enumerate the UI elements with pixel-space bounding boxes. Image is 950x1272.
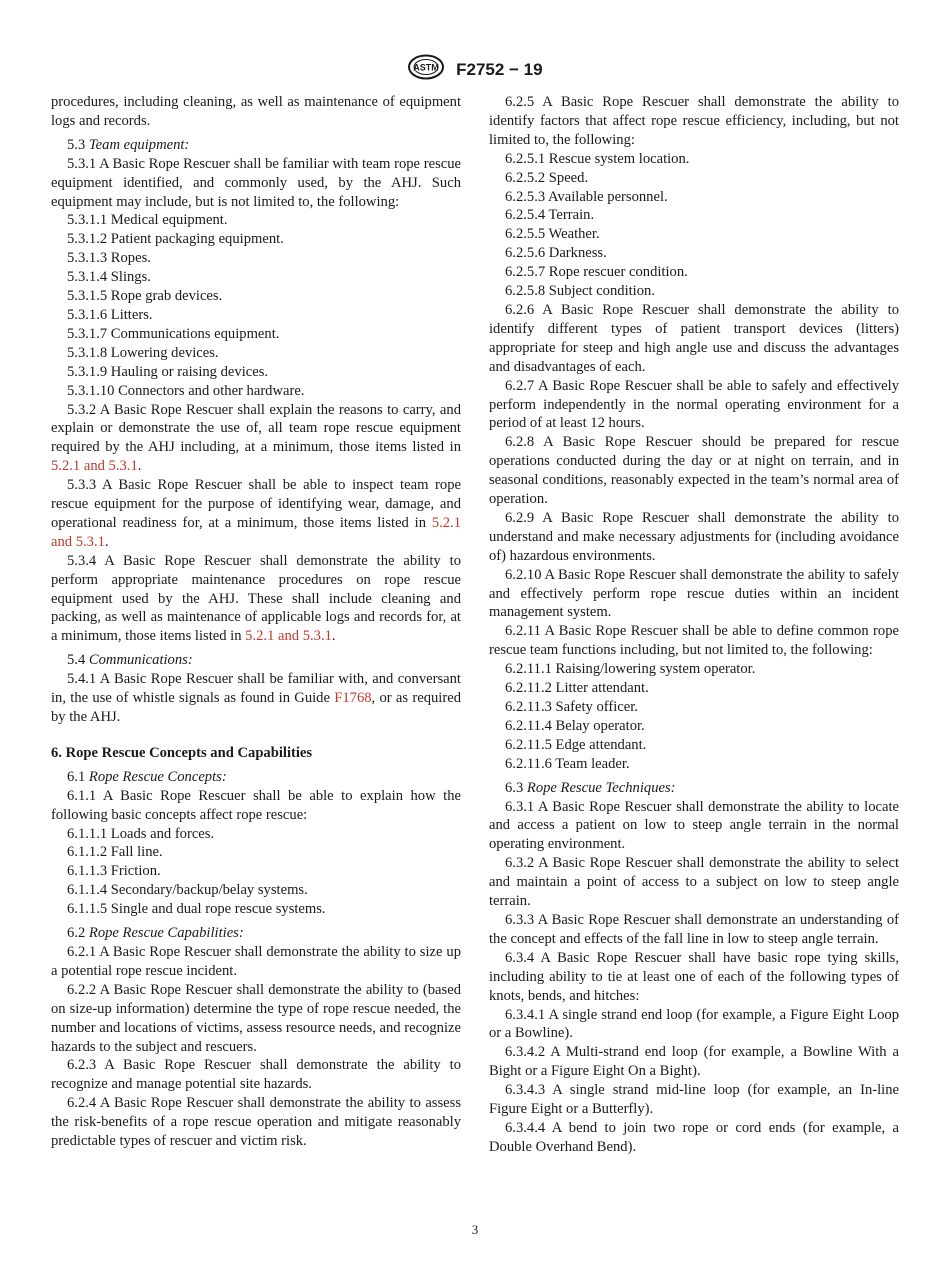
list-item: 6.2.5.6 Darkness.	[505, 245, 607, 262]
list-item: 6.2.5.5 Weather.	[505, 226, 600, 243]
paragraph: 6.3.4.2 A Multi-strand end loop (for example, a Bowline With a Bight or a Figure Eight On a Bight).	[489, 1044, 899, 1080]
reference-link[interactable]: 5.2.1 and 5.3.1	[245, 628, 332, 645]
list-item: 6.2.11.4 Belay operator.	[505, 717, 645, 734]
paragraph: procedures, including cleaning, as well as maintenance of equipment logs and records.	[51, 94, 461, 129]
list-item: 6.2.11.3 Safety officer.	[505, 699, 638, 715]
document-code: F2752 − 19	[456, 59, 543, 79]
paragraph: 6.1.1 A Basic Rope Rescuer shall be able to explain how the following basic concepts affect rope rescue:	[51, 787, 461, 823]
paragraph: 6.3.4.4 A bend to join two rope or cord ends (for example, a Double Overhand Bend).	[489, 1119, 899, 1155]
paragraph: 6.3.4 A Basic Rope Rescuer shall have basic rope tying skills, including ability to tie at least one of each of the following types of knots, bends, and hitches:	[489, 949, 899, 1004]
paragraph: 6.3.2 A Basic Rope Rescuer shall demonstrate the ability to select and maintain a point of access to a subject on low to steep angle terrain.	[489, 855, 899, 910]
list-item: 5.3.1.6 Litters.	[67, 306, 153, 323]
list-item: 6.2.11.6 Team leader.	[505, 755, 630, 772]
list-item: 6.1.1.4 Secondary/backup/belay systems.	[67, 882, 308, 899]
section-heading-6: 6. Rope Rescue Concepts and Capabilities	[51, 744, 313, 761]
section-heading-6-1: 6.1 Rope Rescue Concepts:	[67, 768, 227, 785]
paragraph: 6.2.6 A Basic Rope Rescuer shall demonstrate the ability to identify different types of patient transport devices (litters) appropriate for steep and high angle use and discuss the advantages and disadvantages of each.	[489, 301, 899, 375]
paragraph: 5.3.4 A Basic Rope Rescuer shall demonstrate the ability to perform appropriate maintenance procedures on rope rescue equipment used by the AHJ. These shall include cleaning and packing, as well as maintenance of applicable logs and records for, at a minimum, those items listed in 5.2.1 and 5.3.1.	[51, 552, 461, 645]
paragraph: 6.3.3 A Basic Rope Rescuer shall demonstrate an understanding of the concept and effects of the fall line in low to steep angle terrain.	[489, 911, 899, 947]
left-column	[51, 93, 461, 1151]
paragraph: 6.2.3 A Basic Rope Rescuer shall demonstrate the ability to recognize and manage potential site hazards.	[51, 1057, 461, 1093]
list-item: 6.2.11.2 Litter attendant.	[505, 680, 649, 697]
paragraph: 6.2.1 A Basic Rope Rescuer shall demonstrate the ability to size up a potential rope rescue incident.	[51, 943, 461, 979]
list-item: 5.3.1.8 Lowering devices.	[67, 344, 219, 361]
list-item: 6.2.5.4 Terrain.	[505, 207, 595, 224]
list-item: 5.3.1.1 Medical equipment.	[67, 212, 228, 229]
list-item: 5.3.1.3 Ropes.	[67, 250, 151, 267]
list-item: 6.1.1.5 Single and dual rope rescue systems.	[67, 901, 326, 918]
page-header	[0, 54, 950, 85]
list-item: 6.2.5.3 Available personnel.	[505, 188, 668, 205]
astm-logo-icon	[407, 54, 445, 85]
section-heading-6-2: 6.2 Rope Rescue Capabilities:	[67, 925, 244, 942]
list-item: 5.3.1.5 Rope grab devices.	[67, 288, 223, 305]
section-heading-5-3: 5.3 Team equipment:	[67, 136, 190, 153]
paragraph: 6.2.9 A Basic Rope Rescuer shall demonstrate the ability to understand and make necessary adjustments for (including avoidance of) hazardous environments.	[489, 509, 899, 564]
right-column	[489, 93, 899, 1157]
paragraph: 5.3.3 A Basic Rope Rescuer shall be able to inspect team rope rescue equipment for the purpose of identifying wear, damage, and operational readiness for, at a minimum, those items listed in 5.2.1 and 5.3.1.	[51, 477, 461, 550]
list-item: 5.3.1.4 Slings.	[67, 269, 151, 286]
list-item: 6.2.5.2 Speed.	[505, 169, 589, 186]
paragraph: 6.3.4.1 A single strand end loop (for example, a Figure Eight Loop or a Bowline).	[489, 1006, 899, 1042]
list-item: 6.2.5.7 Rope rescuer condition.	[505, 264, 688, 281]
paragraph: 6.3.1 A Basic Rope Rescuer shall demonstrate the ability to locate and access a patient on low to steep angle terrain in the normal operating environment.	[489, 798, 899, 853]
list-item: 5.3.1.9 Hauling or raising devices.	[67, 363, 269, 380]
list-item: 6.1.1.3 Friction.	[67, 863, 161, 880]
reference-link[interactable]: F1768	[334, 690, 372, 707]
paragraph: 6.2.11 A Basic Rope Rescuer shall be able to define common rope rescue team functions including, but not limited to, the following:	[489, 623, 899, 659]
list-item: 5.3.1.10 Connectors and other hardware.	[67, 382, 305, 399]
list-item: 6.2.11.5 Edge attendant.	[505, 736, 647, 753]
paragraph: 6.2.10 A Basic Rope Rescuer shall demonstrate the ability to safely and effectively perform rope rescue duties within an incident management system.	[489, 566, 899, 621]
paragraph: 6.2.5 A Basic Rope Rescuer shall demonstrate the ability to identify factors that affect rope rescue efficiency, including, but not limited to, the following:	[489, 94, 899, 148]
paragraph: 6.3.4.3 A single strand mid-line loop (for example, an In-line Figure Eight or a Butterfly).	[489, 1082, 899, 1118]
svg-text:ASTM: ASTM	[413, 62, 440, 73]
section-heading-5-4: 5.4 Communications:	[67, 652, 193, 669]
list-item: 6.1.1.1 Loads and forces.	[67, 825, 215, 842]
list-item: 6.2.5.1 Rescue system location.	[505, 150, 690, 167]
list-item: 6.2.11.1 Raising/lowering system operator.	[505, 661, 756, 678]
paragraph: 5.3.2 A Basic Rope Rescuer shall explain the reasons to carry, and explain or demonstrate the use of, all team rope rescue equipment required by the AHJ including, at a minimum, those items listed in 5.2.1 and 5.3.1.	[51, 401, 461, 475]
page-number: 3	[471, 1222, 479, 1237]
list-item: 6.2.5.8 Subject condition.	[505, 283, 655, 300]
list-item: 5.3.1.2 Patient packaging equipment.	[67, 231, 284, 248]
list-item: 5.3.1.7 Communications equipment.	[67, 325, 280, 342]
section-heading-6-3: 6.3 Rope Rescue Techniques:	[505, 779, 676, 796]
list-item: 6.1.1.2 Fall line.	[67, 844, 163, 861]
paragraph: 6.2.2 A Basic Rope Rescuer shall demonstrate the ability to (based on size-up information) determine the type of rope rescue needed, the number and locations of victims, assess resource needs, and recognize hazards to the subject and rescuers.	[51, 981, 461, 1055]
reference-link[interactable]: 5.2.1 and 5.3.1	[51, 514, 461, 550]
paragraph: 6.2.4 A Basic Rope Rescuer shall demonstrate the ability to assess the risk-benefits of a rope rescue operation and mitigate reasonably predictable types of rescuer and victim risk.	[51, 1095, 461, 1150]
paragraph: 6.2.7 A Basic Rope Rescuer shall be able to safely and effectively perform independently in the normal operating environment for a period of at least 12 hours.	[489, 377, 899, 432]
paragraph: 5.4.1 A Basic Rope Rescuer shall be familiar with, and conversant in, the use of whistle signals as found in Guide F1768, or as required by the AHJ.	[51, 671, 461, 725]
reference-link[interactable]: 5.2.1 and 5.3.1	[51, 458, 138, 475]
paragraph: 5.3.1 A Basic Rope Rescuer shall be familiar with team rope rescue equipment identified, and commonly used, by the AHJ. Such equipment may include, but is not limited to, the following:	[51, 155, 461, 210]
paragraph: 6.2.8 A Basic Rope Rescuer should be prepared for rescue operations conducted during the day or at night on terrain, and in seasonal conditions, reasonably expected in the team’s normal area of operation.	[489, 434, 899, 508]
